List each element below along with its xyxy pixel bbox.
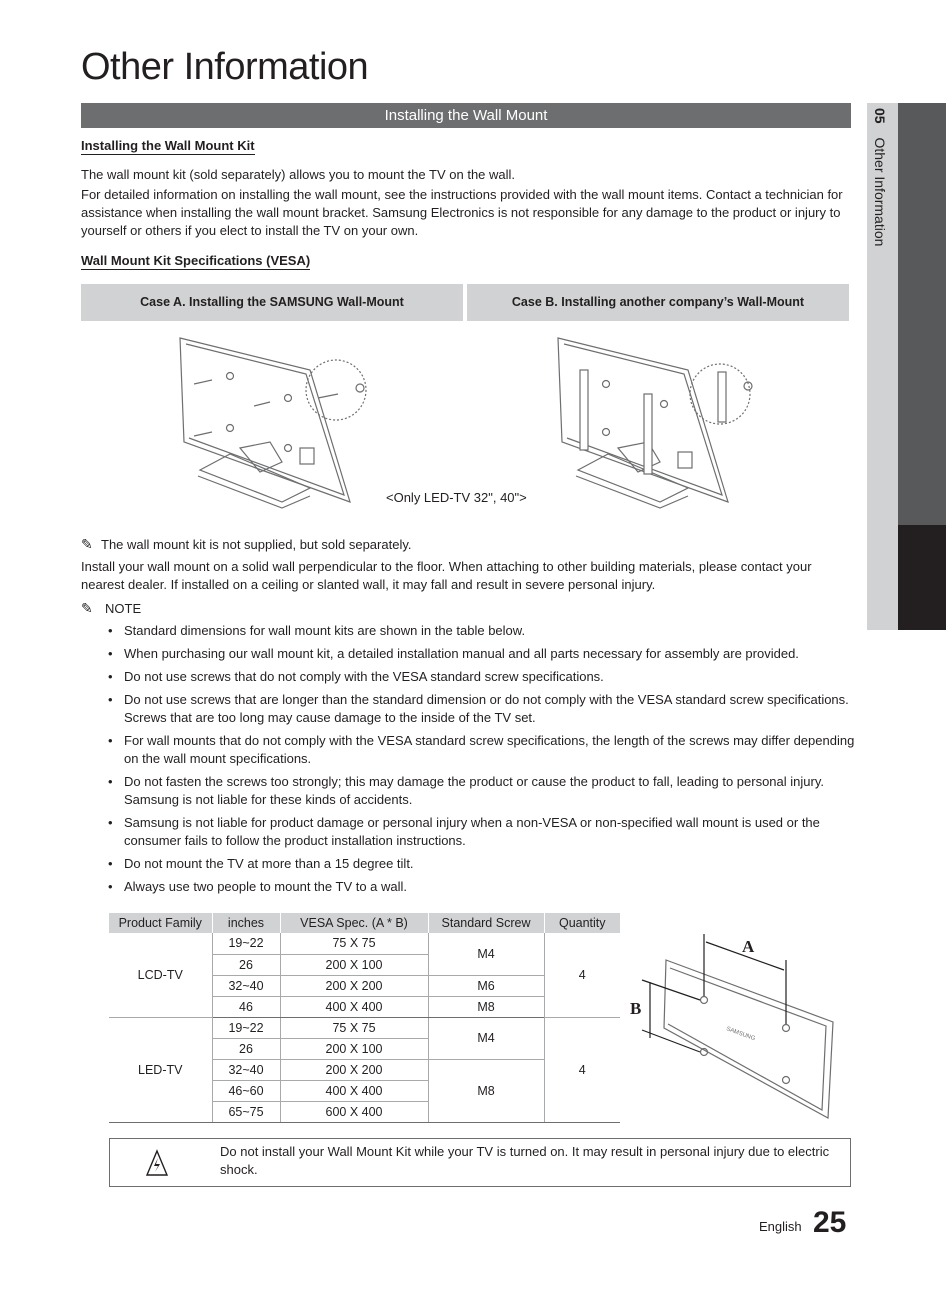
warning-box [109,1138,851,1187]
screw-cell: M6 [428,975,544,996]
section-title-bar: Installing the Wall Mount [81,103,851,128]
page-number: 25 [813,1206,847,1239]
case-a-header: Case A. Installing the SAMSUNG Wall-Mount [81,284,463,321]
vesa-cell: 200 X 200 [280,1059,428,1080]
note-bullet: • Do not fasten the screws too strongly; this may damage the product or cause the product to fall, leading to personal injury. Samsung is not liable for these kinds of accidents. [106,773,856,809]
page-title: Other Information [81,46,369,88]
inches-cell: 46 [212,996,280,1017]
family-cell: LED-TV [109,1017,212,1122]
inches-cell: 46~60 [212,1080,280,1101]
vesa-spec-table [109,913,620,1123]
col-header-quantity: Quantity [544,913,620,933]
inches-cell: 19~22 [212,933,280,954]
screw-cell: M4 [428,933,544,975]
note-bullet: • For wall mounts that do not comply with the VESA standard screw specifications, the length of the screws may differ depending on the wall mount specifications. [106,732,856,768]
note-bullet-list [106,622,856,901]
side-tab-current-marker [898,525,946,630]
vesa-cell: 200 X 200 [280,975,428,996]
inches-cell: 32~40 [212,975,280,996]
inches-cell: 65~75 [212,1101,280,1122]
vesa-cell: 600 X 400 [280,1101,428,1122]
note-bullet: • Samsung is not liable for product damage or personal injury when a non-VESA or non-specified wall mount is used or the consumer fails to follow the product installation instructions. [106,814,856,850]
footer-language: English [759,1219,802,1234]
para-kit-details: For detailed information on installing the wall mount, see the instructions provided with the wall mount items. Contact a technician for assistance when installing the wall mount bracket. Samsung Electronics is not responsible for any damage to the product or injury to yourself or others if you elect to install the TV on your own. [81,187,843,238]
col-header-screw: Standard Screw [428,913,544,933]
side-tab-chapter-number: 05 [872,108,888,124]
col-header-family: Product Family [109,913,212,933]
col-header-vesa: VESA Spec. (A * B) [280,913,428,933]
vesa-cell: 400 X 400 [280,996,428,1017]
side-tab-label [872,108,888,246]
pencil-icon: ✎ [81,536,93,552]
inches-cell: 32~40 [212,1059,280,1080]
note-bullet: • Do not use screws that are longer than the standard dimension or do not comply with the VESA standard screw specifications. Screws that are too long may cause damage to the inside of the TV set. [106,691,856,727]
col-header-inches: inches [212,913,280,933]
table-row [109,933,620,954]
led-tv-only-note: <Only LED-TV 32", 40"> [386,490,527,505]
inches-cell: 19~22 [212,1017,280,1038]
inches-cell: 26 [212,1038,280,1059]
tv-other-mount-illustration [548,330,778,510]
dimension-a-label: A [742,937,755,956]
subhead-installing-kit: Installing the Wall Mount Kit [81,138,255,153]
vesa-cell: 400 X 400 [280,1080,428,1101]
note-bullet: • When purchasing our wall mount kit, a detailed installation manual and all parts necessary for assembly are provided. [106,645,856,663]
screw-cell: M8 [428,1059,544,1122]
note-bullet: • Standard dimensions for wall mount kits are shown in the table below. [106,622,856,640]
case-b-header: Case B. Installing another company’s Wall-Mount [467,284,849,321]
inches-cell: 26 [212,954,280,975]
note-label: NOTE [105,601,142,616]
vesa-cell: 75 X 75 [280,1017,428,1038]
electric-shock-warning-icon [145,1149,169,1177]
vesa-cell: 75 X 75 [280,933,428,954]
pencil-icon: ✎ [81,600,93,616]
vesa-cell: 200 X 100 [280,1038,428,1059]
dimension-b-label: B [630,999,642,1018]
family-cell: LCD-TV [109,933,212,1017]
para-install-wall: Install your wall mount on a solid wall perpendicular to the floor. When attaching to other building materials, please contact your nearest dealer. If installed on a ceiling or slanted wall, it may fall and result in severe personal injury. [81,559,812,592]
para-kit-intro: The wall mount kit (sold separately) allows you to mount the TV on the wall. [81,167,516,182]
pencil-note-text: The wall mount kit is not supplied, but sold separately. [101,537,412,552]
table-header-row [109,913,620,933]
samsung-logo-text: SAMSUNG [725,1026,756,1043]
tv-samsung-mount-illustration [170,330,400,510]
subhead-vesa-specs: Wall Mount Kit Specifications (VESA) [81,253,311,268]
side-tab-dark-strip [898,103,946,525]
quantity-cell: 4 [544,1017,620,1122]
note-heading [81,600,141,617]
quantity-cell: 4 [544,933,620,1017]
screw-cell: M4 [428,1017,544,1059]
warning-text: Do not install your Wall Mount Kit while your TV is turned on. It may result in personal injury due to electric shock. [220,1144,830,1177]
side-tab-chapter-title: Other Information [872,137,888,247]
screw-cell: M8 [428,996,544,1017]
note-bullet: • Always use two people to mount the TV to a wall. [106,878,856,896]
table-row [109,1017,620,1038]
note-bullet: • Do not mount the TV at more than a 15 degree tilt. [106,855,856,873]
vesa-cell: 200 X 100 [280,954,428,975]
pencil-note [81,535,856,554]
note-bullet: • Do not use screws that do not comply with the VESA standard screw specifications. [106,668,856,686]
vesa-dimension-diagram [628,930,843,1120]
